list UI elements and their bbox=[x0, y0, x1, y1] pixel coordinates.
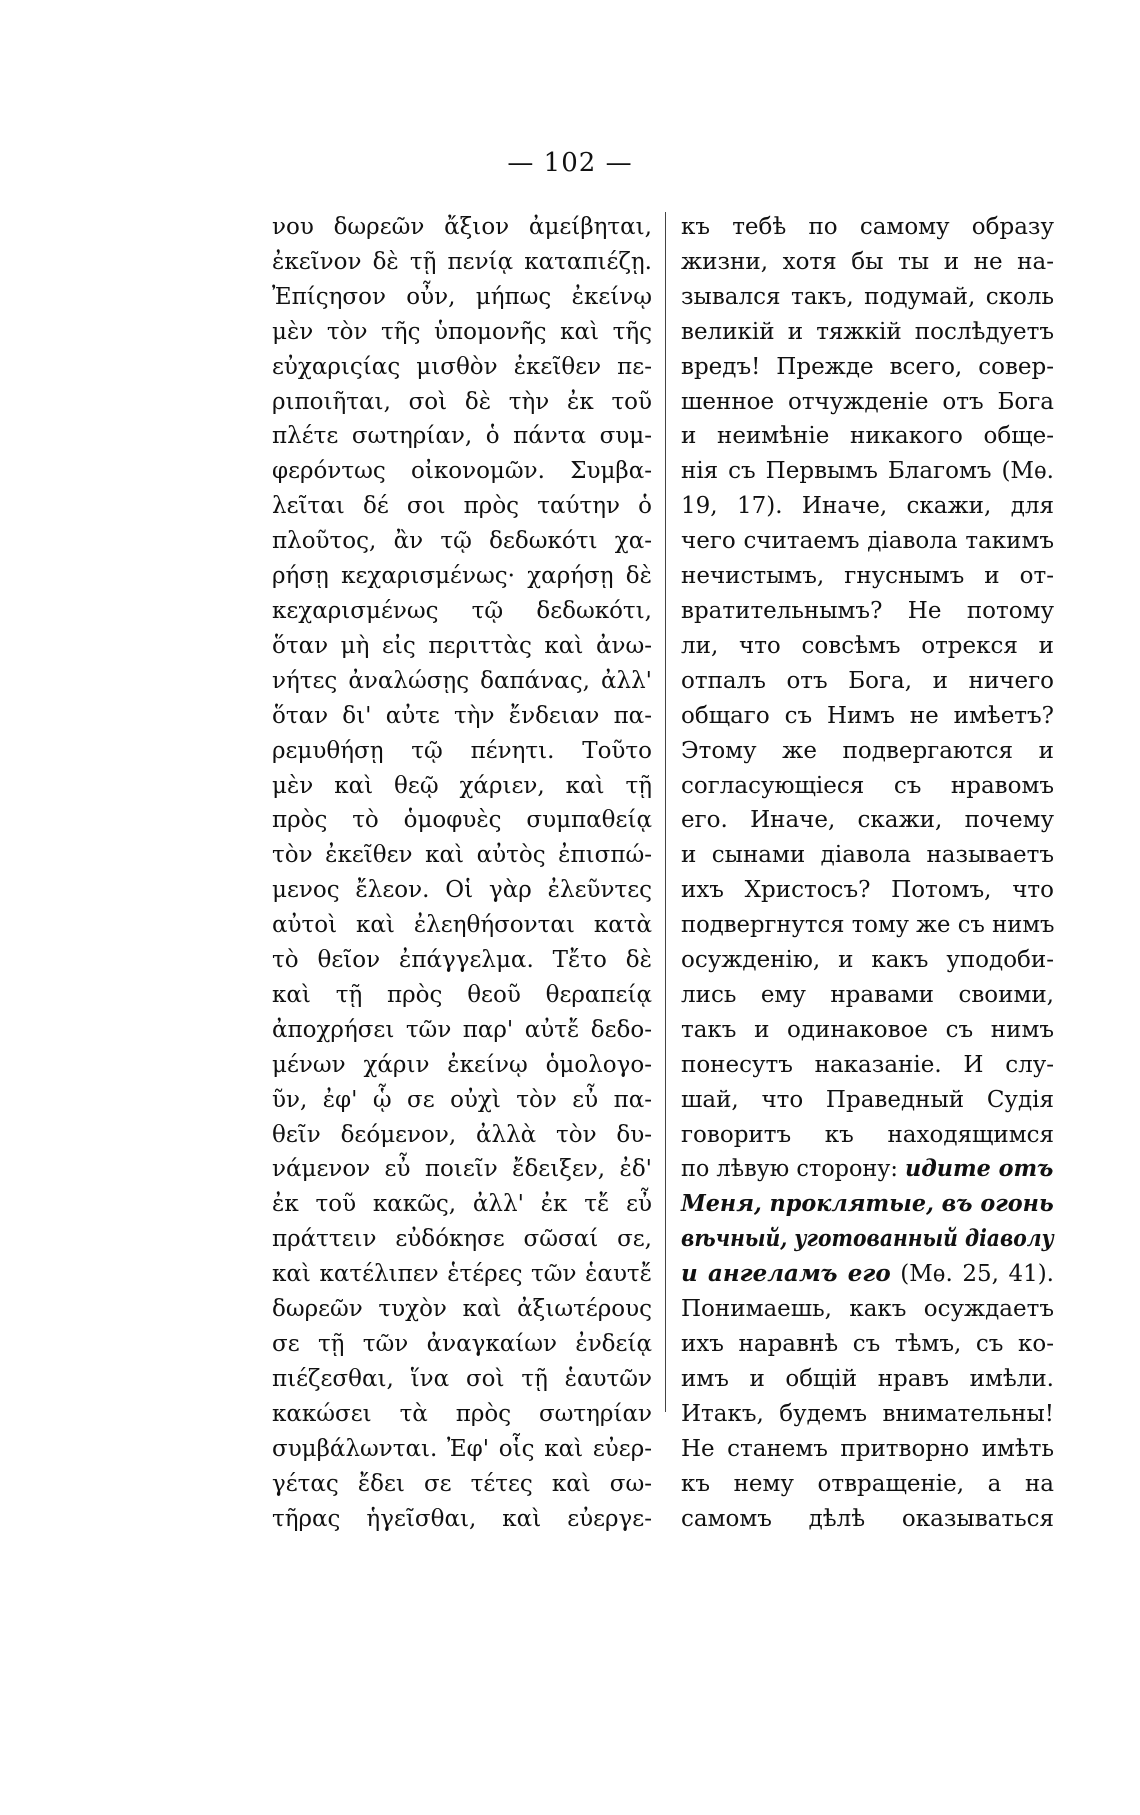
text-line: αὐτοὶ καὶ ἐλεηθήσονται κατὰ bbox=[272, 912, 652, 939]
scripture-reference: (Мѳ. 25, 41). bbox=[900, 1261, 1054, 1288]
text-line: μὲν τὸν τῆς ὑπομονῆς καὶ τῆς bbox=[272, 318, 652, 345]
text-line: лись ему нравами своими, bbox=[681, 981, 1054, 1008]
text-line: μένων χάριν ἐκείνῳ ὁμολογο- bbox=[272, 1051, 652, 1078]
text-line: подвергнутся тому же съ нимъ bbox=[681, 912, 1055, 939]
text-line: πιέζεσθαι, ἵνα σοὶ τῇ ἑαυτῶν bbox=[272, 1365, 652, 1392]
text-line: общаго съ Нимъ не имѣетъ? bbox=[681, 702, 1054, 729]
text-line: Ἐπίςησον οὖν, μήπως ἐκείνῳ bbox=[272, 283, 652, 310]
text-line: φερόντως οἰκονομῶν. Συμβα- bbox=[272, 458, 652, 485]
text-line: Не станемъ притворно имѣть bbox=[681, 1435, 1054, 1462]
text-line: и неимѣніе никакого обще- bbox=[681, 423, 1054, 450]
text-line: говоритъ къ находящимся bbox=[681, 1121, 1054, 1148]
text-line: и сынами діавола называетъ bbox=[681, 842, 1054, 869]
text-line: Понимаешь, какъ осуждаетъ bbox=[681, 1296, 1054, 1323]
text-line: такъ и одинаковое съ нимъ bbox=[681, 1016, 1054, 1043]
text-line: καὶ κατέλιπεν ἑτέρες τῶν ἑαυτἔ bbox=[272, 1261, 652, 1288]
text-line: Итакъ, будемъ внимательны! bbox=[681, 1400, 1054, 1427]
text-line: отпалъ отъ Бога, и ничего bbox=[681, 667, 1054, 694]
text-line: вратительнымъ? Не потому bbox=[681, 597, 1054, 624]
text-line: νήτες ἀναλώσῃς δαπάνας, ἀλλ' bbox=[272, 667, 652, 694]
right-column-russian bbox=[681, 210, 1054, 1536]
text-line: δωρεῶν τυχὸν καὶ ἀξιωτέρους bbox=[272, 1296, 652, 1323]
text-line: ли, что совсѣмъ отрекся и bbox=[681, 632, 1054, 659]
text-line: ἐκεῖνον δὲ τῇ πενίᾳ καταπιέζῃ. bbox=[272, 248, 652, 275]
scripture-quote-line: вѣчный, уготованный діаволу bbox=[681, 1225, 1054, 1253]
text-segment: по лѣвую сторону: bbox=[681, 1156, 898, 1183]
text-line: νάμενον εὖ ποιεῖν ἔδειξεν, ἐδ' bbox=[272, 1156, 652, 1183]
text-line: чего считаемъ діавола такимъ bbox=[681, 528, 1054, 555]
scripture-quote-line: Меня, проклятые, въ огонь bbox=[681, 1190, 1054, 1218]
scripture-quote: идите отъ bbox=[905, 1155, 1054, 1183]
text-line: ихъ Христосъ? Потомъ, что bbox=[681, 877, 1054, 904]
text-line: γέτας ἔδει σε τέτες καὶ σω- bbox=[272, 1470, 652, 1497]
text-line: шенное отчужденіе отъ Бога bbox=[681, 388, 1054, 415]
text-line: жизни, хотя бы ты и не на- bbox=[681, 248, 1054, 275]
text-line: λεῖται δέ σοι πρὸς ταύτην ὁ bbox=[272, 493, 652, 520]
text-line: πλέτε σωτηρίαν, ὁ πάντα συμ- bbox=[272, 423, 652, 450]
text-line: понесутъ наказаніе. И слу- bbox=[681, 1051, 1054, 1078]
text-line: нія съ Первымъ Благомъ (Мѳ. bbox=[681, 458, 1054, 485]
left-column-greek bbox=[272, 210, 652, 1536]
text-line: къ нему отвращеніе, а на bbox=[681, 1470, 1054, 1497]
text-line: κακώσει τὰ πρὸς σωτηρίαν bbox=[272, 1400, 652, 1427]
text-line: вредъ! Прежде всего, совер- bbox=[681, 353, 1054, 380]
text-line-mixed bbox=[681, 1152, 1054, 1187]
text-line: 19, 17). Иначе, скажи, для bbox=[681, 493, 1054, 520]
text-line: θεῖν δεόμενον, ἀλλὰ τὸν δυ- bbox=[272, 1121, 652, 1148]
text-line: имъ и общій нравъ имѣли. bbox=[681, 1365, 1054, 1392]
text-line: ρήσῃ κεχαρισμένως· χαρήσῃ δὲ bbox=[272, 563, 652, 590]
text-line: шай, что Праведный Судія bbox=[681, 1086, 1054, 1113]
text-line: πλοῦτος, ἂν τῷ δεδωκότι χα- bbox=[272, 528, 652, 555]
text-line: εὐχαριςίας μισθὸν ἐκεῖθεν πε- bbox=[272, 353, 652, 380]
text-line: Этому же подвергаются и bbox=[681, 737, 1054, 764]
text-line: τὸ θεῖον ἐπάγγελμα. Τἔτο δὲ bbox=[272, 947, 652, 974]
text-line: самомъ дѣлѣ оказываться bbox=[681, 1505, 1054, 1532]
text-line: μὲν καὶ θεῷ χάριεν, καὶ τῇ bbox=[272, 772, 652, 799]
page-number: — 102 — bbox=[507, 148, 633, 178]
text-line: ὅταν δι' αὐτε τὴν ἔνδειαν πα- bbox=[272, 702, 652, 729]
text-line: согласующіеся съ нравомъ bbox=[681, 772, 1054, 799]
text-line: ἀποχρήσει τῶν παρ' αὐτἔ δεδο- bbox=[272, 1016, 652, 1043]
text-line: ихъ наравнѣ съ тѣмъ, съ ко- bbox=[681, 1331, 1054, 1357]
text-line: μενος ἔλεον. Οἱ γὰρ ἐλεῦντες bbox=[272, 877, 652, 904]
text-line: καὶ τῇ πρὸς θεοῦ θεραπείᾳ bbox=[272, 981, 652, 1008]
scripture-quote: и ангеламъ его bbox=[681, 1260, 891, 1288]
text-line: ρεμυθήσῃ τῷ πένητι. Τοῦτο bbox=[272, 737, 652, 764]
text-line: зывался такъ, подумай, сколь bbox=[681, 283, 1054, 310]
text-line: осужденію, и какъ уподоби- bbox=[681, 947, 1054, 974]
text-line: ὅταν μὴ εἰς περιττὰς καὶ ἀνω- bbox=[272, 632, 652, 659]
text-line: κεχαρισμένως τῷ δεδωκότι, bbox=[272, 597, 652, 624]
text-line: πρὸς τὸ ὁμοφυὲς συμπαθείᾳ bbox=[272, 807, 652, 834]
text-line: συμβάλωνται. Ἐφ' οἷς καὶ εὐερ- bbox=[272, 1435, 652, 1462]
text-line: τὸν ἐκεῖθεν καὶ αὐτὸς ἐπισπώ- bbox=[272, 842, 652, 869]
text-line: ριποιῆται, σοὶ δὲ τὴν ἐκ τοῦ bbox=[272, 388, 652, 415]
text-line: ῦν, ἐφ' ᾧ σε οὐχὶ τὸν εὖ πα- bbox=[272, 1086, 652, 1113]
text-line: ἐκ τοῦ κακῶς, ἀλλ' ἐκ τἔ εὖ bbox=[272, 1191, 652, 1218]
text-line: нечистымъ, гнуснымъ и от- bbox=[681, 563, 1054, 590]
text-line: великій и тяжкій послѣдуетъ bbox=[681, 318, 1054, 345]
column-divider bbox=[665, 212, 666, 1412]
text-line: къ тебѣ по самому образу bbox=[681, 214, 1054, 240]
text-line: его. Иначе, скажи, почему bbox=[681, 807, 1054, 834]
text-line: νου δωρεῶν ἄξιον ἀμείβηται, bbox=[272, 214, 652, 240]
text-line: τῆρας ἡγεῖσθαι, καὶ εὐεργε- bbox=[272, 1505, 652, 1532]
text-line: πράττειν εὐδόκησε σῶσαί σε, bbox=[272, 1226, 652, 1253]
text-line-mixed bbox=[681, 1257, 1054, 1292]
text-line: σε τῇ τῶν ἀναγκαίων ἐνδείᾳ bbox=[272, 1331, 652, 1357]
